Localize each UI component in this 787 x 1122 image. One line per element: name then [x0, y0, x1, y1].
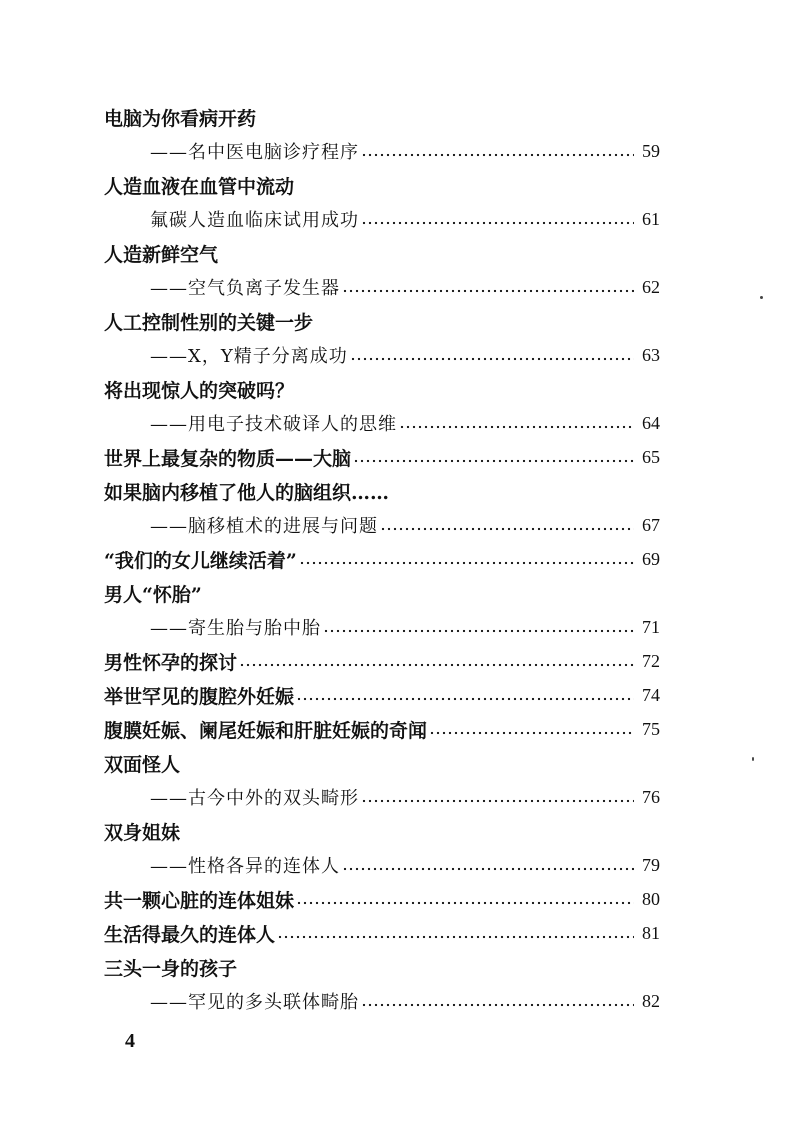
scan-speck — [760, 296, 763, 299]
toc-entry-text: 双面怪人 — [104, 753, 181, 776]
toc-title-entry — [104, 542, 660, 576]
toc-title-entry — [104, 950, 660, 984]
toc-page-number: 74 — [642, 684, 660, 705]
toc-entry-text: 男性怀孕的探讨 — [104, 651, 238, 674]
toc-subtitle-entry — [104, 202, 660, 236]
toc-page-number: 69 — [642, 548, 660, 569]
toc-title-entry — [104, 372, 660, 406]
toc-title-entry — [104, 746, 660, 780]
toc-entry-text: 共一颗心脏的连体姐妹 — [104, 889, 295, 912]
toc-page-number: 72 — [642, 650, 660, 671]
toc-title-entry — [104, 644, 660, 678]
toc-entry-text: ——X，Y精子分离成功 — [150, 346, 348, 367]
dot-leader — [429, 731, 634, 735]
toc-page-number: 61 — [642, 208, 660, 229]
dot-leader — [361, 1003, 634, 1007]
toc-subtitle-entry — [104, 780, 660, 814]
toc-title-entry — [104, 304, 660, 338]
toc-subtitle-entry — [104, 610, 660, 644]
toc-title-entry — [104, 100, 660, 134]
toc-title-entry — [104, 576, 660, 610]
toc-subtitle-entry — [104, 270, 660, 304]
dot-leader — [342, 867, 634, 871]
toc-title-entry — [104, 440, 660, 474]
toc-entry-text: 三头一身的孩子 — [104, 957, 238, 980]
toc-page-number: 64 — [642, 412, 660, 433]
toc-page-number: 65 — [642, 446, 660, 467]
dot-leader — [361, 221, 634, 225]
toc-title-entry — [104, 882, 660, 916]
dot-leader — [342, 289, 634, 293]
toc-entry-text: 电脑为你看病开药 — [104, 107, 257, 130]
toc-subtitle-entry — [104, 134, 660, 168]
page-number: 4 — [125, 1030, 135, 1052]
toc-entry-text: 人造新鲜空气 — [104, 243, 219, 266]
toc-entry-text: 腹膜妊娠、阑尾妊娠和肝脏妊娠的奇闻 — [104, 719, 428, 742]
toc-page-number: 79 — [642, 854, 660, 875]
toc-page-number: 81 — [642, 922, 660, 943]
toc-entry-text: 将出现惊人的突破吗？ — [104, 379, 295, 402]
toc-page-number: 82 — [642, 990, 660, 1011]
toc-subtitle-entry — [104, 406, 660, 440]
dot-leader — [353, 459, 634, 463]
dot-leader — [361, 799, 634, 803]
table-of-contents — [104, 100, 660, 1018]
toc-entry-text: 人造血液在血管中流动 — [104, 175, 295, 198]
toc-entry-text: ——空气负离子发生器 — [150, 278, 340, 299]
toc-entry-text: ——名中医电脑诊疗程序 — [150, 142, 359, 163]
toc-page-number: 67 — [642, 514, 660, 535]
toc-subtitle-entry — [104, 508, 660, 542]
toc-title-entry — [104, 168, 660, 202]
toc-entry-text: 氟碳人造血临床试用成功 — [150, 210, 359, 231]
toc-subtitle-entry — [104, 848, 660, 882]
scan-speck — [752, 757, 754, 761]
toc-entry-text: 如果脑内移植了他人的脑组织…… — [104, 481, 390, 504]
dot-leader — [239, 663, 634, 667]
toc-title-entry — [104, 814, 660, 848]
toc-entry-text: 双身姐妹 — [104, 821, 181, 844]
dot-leader — [296, 901, 634, 905]
dot-leader — [296, 697, 634, 701]
toc-subtitle-entry — [104, 984, 660, 1018]
toc-entry-text: 世界上最复杂的物质——大脑 — [104, 447, 352, 470]
toc-entry-text: ——寄生胎与胎中胎 — [150, 618, 321, 639]
toc-title-entry — [104, 236, 660, 270]
toc-entry-text: 男人“怀胎” — [104, 583, 202, 606]
toc-entry-text: ——用电子技术破译人的思维 — [150, 414, 397, 435]
toc-page-number: 80 — [642, 888, 660, 909]
toc-title-entry — [104, 916, 660, 950]
dot-leader — [361, 153, 634, 157]
dot-leader — [399, 425, 634, 429]
toc-entry-text: ——古今中外的双头畸形 — [150, 788, 359, 809]
toc-entry-text: “我们的女儿继续活着” — [104, 549, 297, 572]
toc-page-number: 63 — [642, 344, 660, 365]
toc-page-number: 62 — [642, 276, 660, 297]
toc-page-number: 75 — [642, 718, 660, 739]
toc-title-entry — [104, 678, 660, 712]
toc-page-number: 71 — [642, 616, 660, 637]
toc-page-number: 76 — [642, 786, 660, 807]
toc-entry-text: ——罕见的多头联体畸胎 — [150, 992, 359, 1013]
toc-page-number: 59 — [642, 140, 660, 161]
toc-entry-text: ——脑移植术的进展与问题 — [150, 516, 378, 537]
toc-entry-text: ——性格各异的连体人 — [150, 856, 340, 877]
dot-leader — [350, 357, 634, 361]
toc-entry-text: 生活得最久的连体人 — [104, 923, 276, 946]
dot-leader — [277, 935, 634, 939]
dot-leader — [323, 629, 634, 633]
dot-leader — [299, 561, 634, 565]
dot-leader — [380, 527, 634, 531]
toc-title-entry — [104, 474, 660, 508]
toc-entry-text: 举世罕见的腹腔外妊娠 — [104, 685, 295, 708]
toc-title-entry — [104, 712, 660, 746]
toc-subtitle-entry — [104, 338, 660, 372]
toc-entry-text: 人工控制性别的关键一步 — [104, 311, 314, 334]
